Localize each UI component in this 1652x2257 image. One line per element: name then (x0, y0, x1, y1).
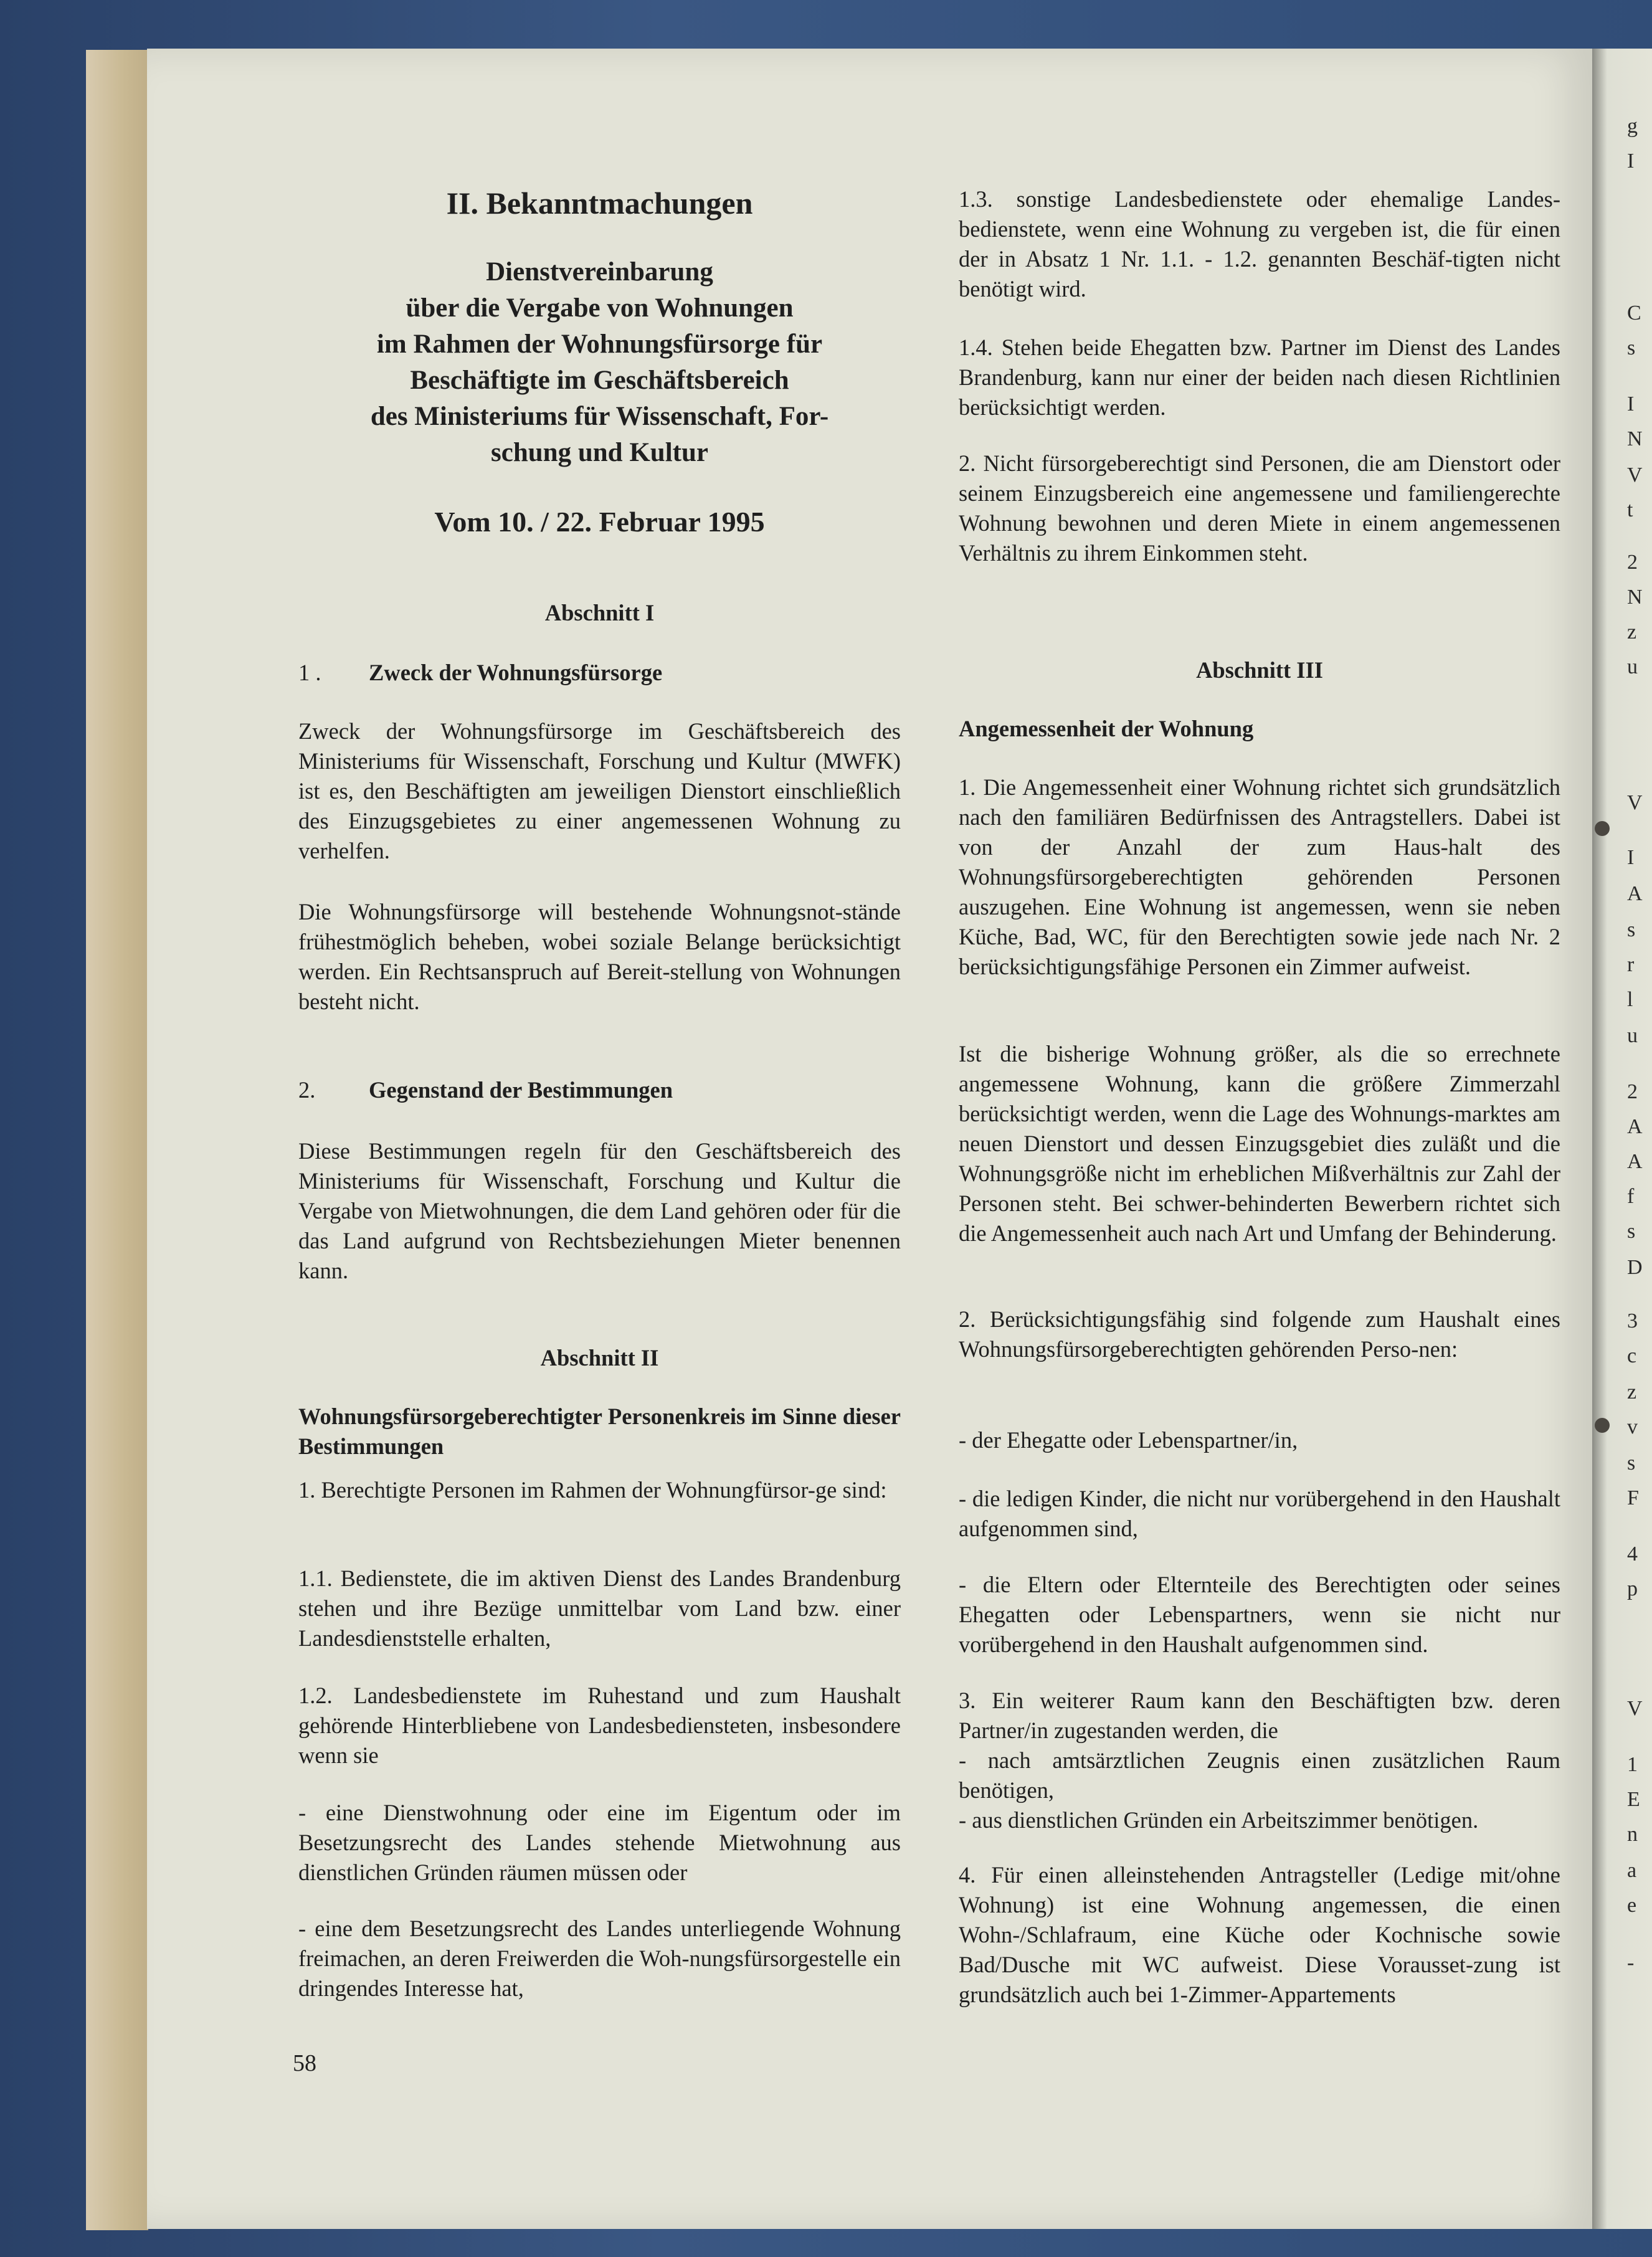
adjacent-page-edge (1592, 49, 1652, 2229)
heading-line: im Rahmen der Wohnungsfürsorge für (376, 330, 823, 359)
adjacent-page-fragment: 3 (1627, 1309, 1638, 1333)
adjacent-page-fragment: 4 (1627, 1542, 1638, 1566)
list-item: - nach amtsärztlichen Zeugnis einen zusätzlichen Raum benötigen, (959, 1747, 1560, 1803)
adjacent-page-fragment: z (1627, 620, 1637, 644)
adjacent-page-fragment: t (1627, 498, 1633, 521)
item-number: 1 . (298, 660, 321, 685)
paragraph: Ist die bisherige Wohnung größer, als die so errechnete angemessene Wohnung, kann die größere Zimmerzahl berücksichtigt werden, wenn die Lage des Wohnungs-marktes am neuen Dienstort und dessen Einzugsgebiet dies zuläßt und die Wohnungsgröße nicht im erheblichen Mißverhältnis zur Zahl der Personen steht. Bei schwer-behinderten Bewerbern richtet sich die Angemessenheit auch nach Art und Umfang der Behinderung. (959, 1041, 1560, 1246)
adjacent-page-fragment: n (1627, 1823, 1638, 1846)
adjacent-page-fragment: I (1627, 392, 1635, 416)
adjacent-page-fragment: V (1627, 1697, 1643, 1720)
subsection-heading: Wohnungsfürsorgeberechtigter Personenkreis im Sinne dieser Bestimmungen (298, 1404, 901, 1459)
abschnitt-heading: Abschnitt I (544, 600, 655, 625)
heading-line: schung und Kultur (491, 438, 708, 467)
item-number: 2. (298, 1077, 316, 1103)
heading-line: Beschäftigte im Geschäftsbereich (410, 366, 789, 395)
adjacent-page-fragment: C (1627, 302, 1641, 325)
adjacent-page-fragment: D (1627, 1256, 1643, 1279)
paragraph: 2. Berücksichtigungsfähig sind folgende zum Haushalt eines Wohnungsfürsorgeberechtigten gehörenden Perso-nen: (959, 1306, 1560, 1362)
adjacent-page-fragment: 2 (1627, 551, 1638, 574)
paragraph: 1.1. Bedienstete, die im aktiven Dienst des Landes Brandenburg stehen und ihre Bezüge unmittelbar vom Land bzw. einer Landesdienststelle erhalten, (298, 1566, 901, 1651)
date-line: Vom 10. / 22. Februar 1995 (434, 506, 765, 538)
list-item: - die Eltern oder Elternteile des Berechtigten oder seines Ehegatten oder Lebenspartners, wenn sie nicht nur vorübergehend in den Haushalt aufgenommen sind. (959, 1572, 1560, 1657)
adjacent-page-fragment: u (1627, 655, 1638, 678)
item-title: Zweck der Wohnungsfürsorge (369, 660, 663, 685)
list-item: - die ledigen Kinder, die nicht nur vorübergehend in den Haushalt aufgenommen sind, (959, 1486, 1560, 1541)
adjacent-page-fragment: s (1627, 1452, 1636, 1475)
adjacent-page-fragment: F (1627, 1486, 1639, 1509)
adjacent-page-fragment: e (1627, 1894, 1637, 1917)
adjacent-page-fragment: N (1627, 427, 1643, 450)
adjacent-page-fragment: V (1627, 463, 1643, 487)
paragraph: 1.3. sonstige Landesbedienstete oder ehemalige Landes-bedienstete, wenn eine Wohnung zu vergeben ist, die für einen der in Absatz 1 Nr. 1.1. - 1.2. genannten Beschäf-tigten nicht benötigt wird. (959, 186, 1560, 302)
adjacent-page-fragment: l (1627, 988, 1633, 1011)
adjacent-page-fragment: c (1627, 1344, 1637, 1367)
adjacent-page-fragment: 1 (1627, 1753, 1638, 1776)
paragraph: Zweck der Wohnungsfürsorge im Geschäftsbereich des Ministeriums für Wissenschaft, Forschung und Kultur (MWFK) ist es, den Beschäftigten am jeweiligen Dienstort einschließlich des Einzugsgebietes zu einer angemessenen Wohnung zu verhelfen. (298, 718, 901, 863)
paragraph: 1.4. Stehen beide Ehegatten bzw. Partner im Dienst des Landes Brandenburg, kann nur einer der beiden nach diesen Richtlinien berücksichtigt werden. (959, 335, 1560, 420)
adjacent-page-fragment: - (1627, 1951, 1635, 1974)
heading-line: über die Vergabe von Wohnungen (406, 293, 794, 323)
adjacent-page-fragment: r (1627, 953, 1635, 976)
paragraph: 1. Berechtigte Personen im Rahmen der Wohnungfürsor-ge sind: (298, 1477, 887, 1503)
section-title: II. Bekanntmachungen (446, 186, 753, 221)
adjacent-page-fragment: N (1627, 586, 1643, 609)
adjacent-page-fragment: V (1627, 791, 1643, 814)
heading-line: des Ministeriums für Wissenschaft, For- (370, 402, 829, 431)
paragraph: - eine Dienstwohnung oder eine im Eigentum oder im Besetzungsrecht des Landes stehende Mietwohnung aus dienstlichen Gründen räumen müssen oder (298, 1800, 901, 1885)
paragraph: Diese Bestimmungen regeln für den Geschäftsbereich des Ministeriums für Wissenschaft, Forschung und Kultur die Vergabe von Mietwohnungen, die dem Land gehören oder für die das Land aufgrund von Rechtsbeziehungen Mieter benennen kann. (298, 1138, 901, 1283)
paragraph: - eine dem Besetzungsrecht des Landes unterliegende Wohnung freimachen, an deren Freiwerden die Woh-nungsfürsorgestelle ein dringendes Interesse hat, (298, 1916, 901, 2001)
adjacent-page-fragment: f (1627, 1185, 1635, 1208)
heading-line: Dienstvereinbarung (486, 257, 713, 287)
item-title: Gegenstand der Bestimmungen (369, 1077, 673, 1103)
paragraph: Die Wohnungsfürsorge will bestehende Wohnungsnot-stände frühestmöglich beheben, wobei soziale Belange berücksichtigt werden. Ein Rechtsanspruch auf Bereit-stellung von Wohnungen besteht nicht. (298, 899, 901, 1014)
list-item: - der Ehegatte oder Lebenspartner/in, (959, 1427, 1298, 1453)
item-heading (298, 1075, 901, 1105)
item-heading (298, 658, 901, 688)
paragraph: 1.2. Landesbedienstete im Ruhestand und zum Haushalt gehörende Hinterbliebene von Landesbediensteten, insbesondere wenn sie (298, 1683, 901, 1768)
adjacent-page-fragment: s (1627, 918, 1636, 941)
adjacent-page-fragment: E (1627, 1788, 1640, 1811)
subsection-heading: Angemessenheit der Wohnung (959, 716, 1254, 741)
paragraph: 1. Die Angemessenheit einer Wohnung richtet sich grundsätzlich nach den familiären Bedürfnissen des Antragstellers. Dabei ist von der Anzahl der zum Haus-halt des Wohnungsfürsorgeberechtigten gehörenden Personen auszugehen. Eine Wohnung ist angemessen, wenn sie neben Küche, Bad, WC, für den Berechtigten sowie jede nach Nr. 2 berücksichtigungsfähige Personen ein Zimmer aufweist. (959, 774, 1560, 979)
adjacent-page-fragment: g (1627, 115, 1638, 138)
adjacent-page-fragment: s (1627, 1220, 1636, 1243)
adjacent-page-fragment: u (1627, 1024, 1638, 1047)
adjacent-page-fragment: a (1627, 1859, 1637, 1882)
adjacent-page-fragment: p (1627, 1577, 1638, 1600)
adjacent-page-fragment: A (1627, 1150, 1643, 1173)
binding-hole-top (1595, 821, 1610, 836)
paragraph: 2. Nicht fürsorgeberechtigt sind Personen, die am Dienstort oder seinem Einzugsbereich eine angemessene und familiengerechte Wohnung bewohnen und deren Miete in einem angemessenen Verhältnis zu ihrem Einkommen steht. (959, 450, 1560, 566)
page-number: 58 (293, 2050, 316, 2076)
list-item: - aus dienstlichen Gründen ein Arbeitszimmer benötigen. (959, 1807, 1479, 1833)
paragraph: 4. Für einen alleinstehenden Antragsteller (Ledige mit/ohne Wohnung) ist eine Wohnung angemessen, die einen Wohn-/Schlafraum, eine Küche oder Kochnische sowie Bad/Dusche mit WC aufweist. Diese Vorausset-zung ist grundsätzlich auch bei 1-Zimmer-Appartements (959, 1862, 1560, 2007)
adjacent-page-fragment: A (1627, 882, 1643, 905)
adjacent-page-fragment: v (1627, 1415, 1638, 1438)
abschnitt-heading: Abschnitt III (1196, 657, 1323, 683)
adjacent-page-fragment: I (1627, 846, 1635, 869)
adjacent-page-fragment: s (1627, 336, 1636, 359)
adjacent-page-fragment: z (1627, 1380, 1637, 1404)
adjacent-page-fragment: A (1627, 1115, 1643, 1138)
adjacent-page-fragment: 2 (1627, 1080, 1638, 1103)
page-stack-edge (86, 50, 148, 2230)
binding-hole-bottom (1595, 1418, 1610, 1433)
adjacent-page-fragment: I (1627, 150, 1635, 173)
paragraph: 3. Ein weiterer Raum kann den Beschäftigten bzw. deren Partner/in zugestanden werden, die (959, 1688, 1560, 1743)
abschnitt-heading: Abschnitt II (540, 1345, 659, 1371)
